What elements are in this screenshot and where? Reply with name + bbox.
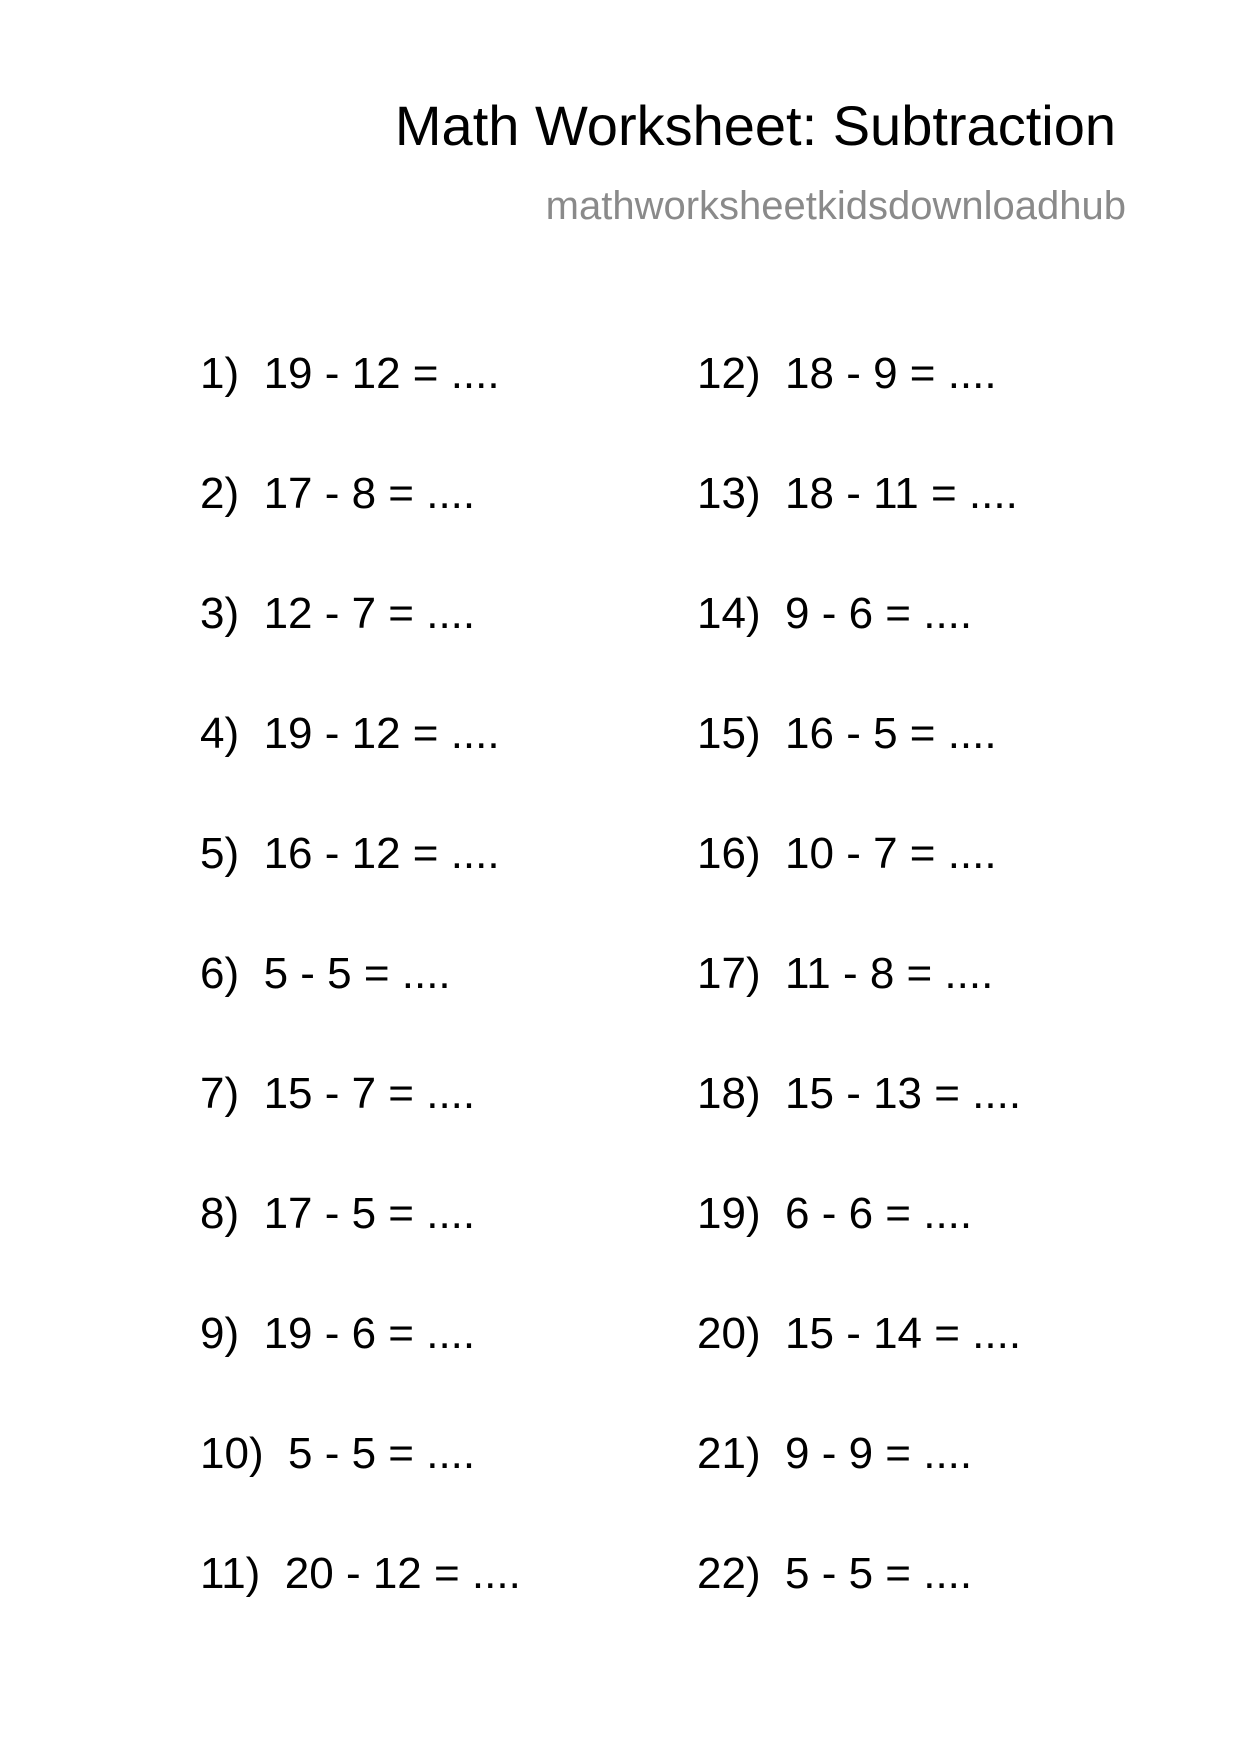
problem-item: 13) 18 - 11 = .... [697,469,1018,518]
problem-item: 4) 19 - 12 = .... [200,709,500,758]
page-subtitle: mathworksheetkidsdownloadhub [545,184,1126,228]
problem-item: 6) 5 - 5 = .... [200,949,451,998]
problem-item: 11) 20 - 12 = .... [200,1549,521,1598]
page-title: Math Worksheet: Subtraction [394,94,1116,157]
problem-item: 7) 15 - 7 = .... [200,1069,476,1118]
problem-item: 19) 6 - 6 = .... [697,1189,973,1238]
problem-item: 2) 17 - 8 = .... [200,469,476,518]
problem-item: 9) 19 - 6 = .... [200,1309,476,1358]
problem-item: 21) 9 - 9 = .... [697,1429,973,1478]
problem-item: 14) 9 - 6 = .... [697,589,973,638]
problems-column-right [697,349,1022,1672]
problem-item: 16) 10 - 7 = .... [697,829,997,878]
problem-item: 10) 5 - 5 = .... [200,1429,476,1478]
problem-item: 5) 16 - 12 = .... [200,829,500,878]
problem-item: 17) 11 - 8 = .... [697,949,994,998]
problem-item: 22) 5 - 5 = .... [697,1549,973,1598]
problem-item: 8) 17 - 5 = .... [200,1189,476,1238]
problem-item: 15) 16 - 5 = .... [697,709,997,758]
problems-column-left [200,349,521,1672]
problem-item: 12) 18 - 9 = .... [697,349,997,398]
problem-item: 20) 15 - 14 = .... [697,1309,1022,1358]
problem-item: 1) 19 - 12 = .... [200,349,500,398]
problem-item: 3) 12 - 7 = .... [200,589,476,638]
problem-item: 18) 15 - 13 = .... [697,1069,1022,1118]
